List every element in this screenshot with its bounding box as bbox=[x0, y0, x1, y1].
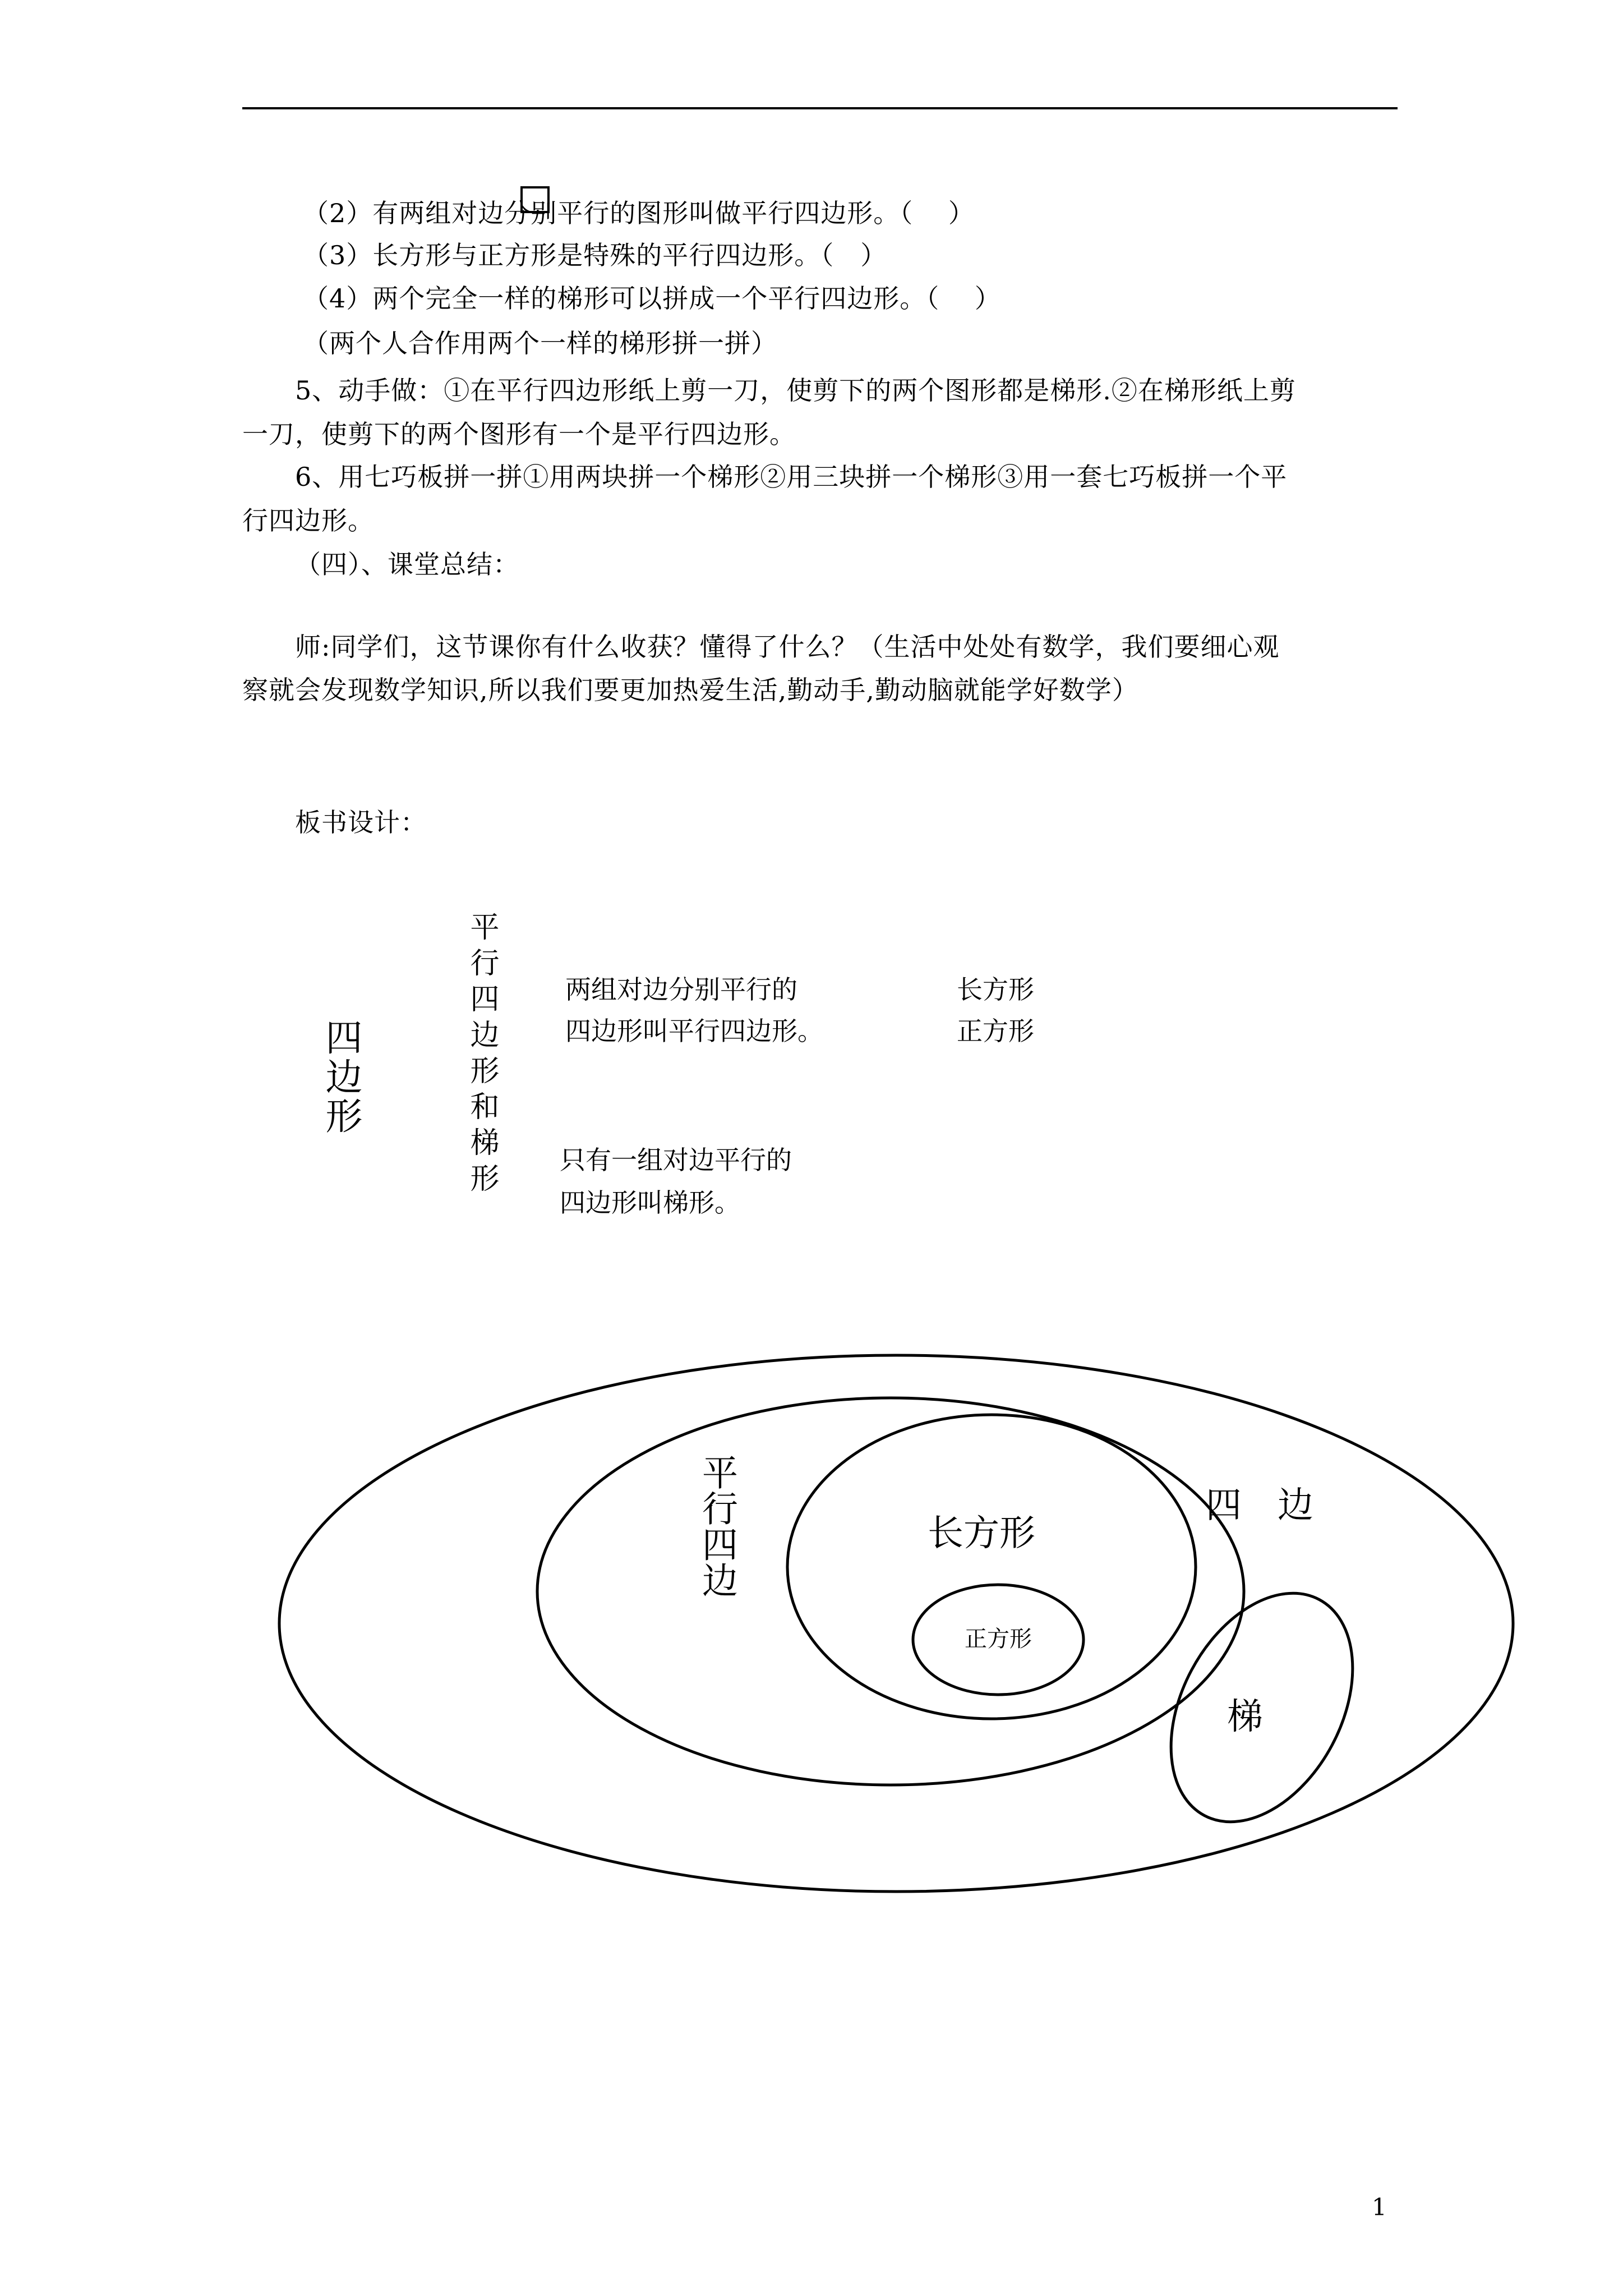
question-4: （4）两个完全一样的梯形可以拼成一个平行四边形。（ ） bbox=[303, 283, 1001, 314]
diagram-square-label: 正方形 bbox=[965, 1626, 1032, 1652]
page-number: 1 bbox=[1372, 2193, 1387, 2221]
diagram-trapezoid-label: 梯 bbox=[1227, 1696, 1263, 1738]
diagram-rectangle-label: 长方形 bbox=[928, 1513, 1035, 1554]
board-title: 板书设计： bbox=[295, 807, 427, 838]
task-5-line-2: 一刀，使剪下的两个图形有一个是平行四边形。 bbox=[242, 419, 796, 449]
diagram-parallel-label: 平行四边 bbox=[696, 1454, 737, 1598]
question-2: （2）有两组对边分别平行的图形叫做平行四边形。（ ） bbox=[303, 198, 975, 228]
task-6-line-2: 行四边形。 bbox=[242, 505, 374, 536]
summary-line-2: 察就会发现数学知识,所以我们要更加热爱生活,勤动手,勤动脑就能学好数学） bbox=[242, 675, 1138, 705]
def-trapezoid-line-1: 只有一组对边平行的 bbox=[560, 1145, 792, 1175]
quadrilateral-ellipse bbox=[279, 1355, 1513, 1892]
def-trapezoid-line-2: 四边形叫梯形。 bbox=[560, 1188, 740, 1218]
task-5-line-1: 5、动手做：①在平行四边形纸上剪一刀，使剪下的两个图形都是梯形.②在梯形纸上剪 bbox=[295, 375, 1296, 406]
board-main-heading: 四边形 bbox=[319, 1018, 362, 1136]
board-sub-heading: 平行四边形和梯形 bbox=[465, 912, 499, 1199]
question-4-note: （两个人合作用两个一样的梯形拼一拼） bbox=[303, 328, 777, 358]
summary-line-1: 师:同学们，这节课你有什么收获？懂得了什么？（生活中处处有数学，我们要细心观 bbox=[295, 632, 1280, 662]
special-square: 正方形 bbox=[957, 1016, 1034, 1046]
rectangle-ellipse bbox=[787, 1415, 1196, 1719]
def-parallel-line-2: 四边形叫平行四边形。 bbox=[565, 1016, 823, 1046]
outer-ellipse-gap bbox=[1332, 1453, 1349, 1475]
def-parallel-line-1: 两组对边分别平行的 bbox=[565, 974, 797, 1005]
special-rectangle: 长方形 bbox=[957, 974, 1034, 1005]
task-6-line-1: 6、用七巧板拼一拼①用两块拼一个梯形②用三块拼一个梯形③用一套七巧板拼一个平 bbox=[295, 462, 1288, 492]
diagram-outer-label: 四 边 bbox=[1206, 1485, 1313, 1526]
question-3: （3）长方形与正方形是特殊的平行四边形。（ ） bbox=[303, 240, 887, 270]
summary-heading: （四）、课堂总结： bbox=[295, 549, 519, 579]
parallelogram-ellipse bbox=[537, 1398, 1244, 1785]
